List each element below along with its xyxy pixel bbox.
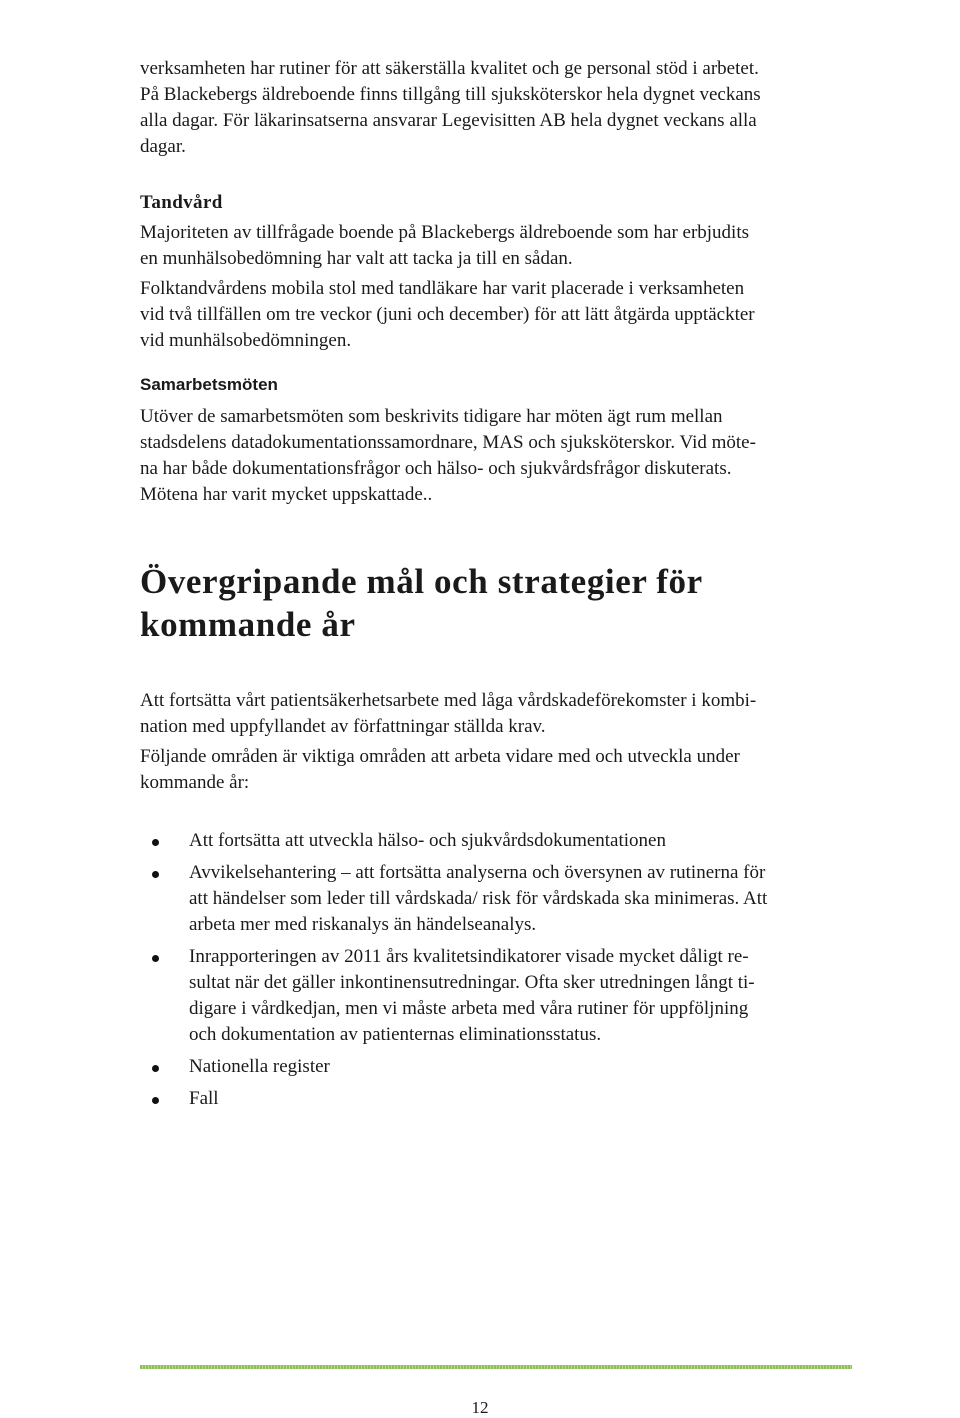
section-line: Följande områden är viktiga områden att arbeta vidare med och utveckla under (140, 746, 740, 767)
list-item-line: Fall (189, 1088, 219, 1109)
tandvard-line: vid munhälsobedömningen. (140, 330, 352, 351)
bullet-list (140, 828, 852, 1112)
list-item-line: arbeta mer med riskanalys än händelseanalys. (189, 914, 537, 935)
list-item-line: Avvikelsehantering – att fortsätta analyserna och översynen av rutinerna för (189, 862, 766, 883)
bullet-icon (152, 871, 159, 878)
section-paragraph-1 (140, 688, 852, 740)
tandvard-paragraph-2 (140, 276, 852, 354)
tandvard-paragraph-1 (140, 220, 852, 272)
list-item (140, 944, 852, 1048)
tandvard-line: Majoriteten av tillfrågade boende på Blackebergs äldreboende som har erbjudits (140, 222, 750, 243)
bullet-icon (152, 839, 159, 846)
list-item-line: Att fortsätta att utveckla hälso- och sjukvårdsdokumentationen (189, 830, 666, 851)
list-item-line: digare i vårdkedjan, men vi måste arbeta med våra rutiner för uppföljning (189, 998, 749, 1019)
list-item (140, 1054, 852, 1080)
section-paragraph-2 (140, 744, 852, 796)
list-item-line: att händelser som leder till vårdskada/ risk för vårdskada ska minimeras. Att (189, 888, 768, 909)
bullet-icon (152, 1065, 159, 1072)
list-item (140, 860, 852, 938)
list-item (140, 828, 852, 854)
tandvard-line: vid två tillfällen om tre veckor (juni och december) för att lätt åtgärda upptäckter (140, 304, 755, 325)
intro-line: På Blackebergs äldreboende finns tillgång till sjuksköterskor hela dygnet veckans (140, 84, 761, 105)
section-line: Att fortsätta vårt patientsäkerhetsarbete med låga vårdskadeförekomster i kombi- (140, 690, 757, 711)
samarbete-line: stadsdelens datadokumentationssamordnare, MAS och sjuksköterskor. Vid möte- (140, 432, 756, 453)
footer-rule (140, 1365, 852, 1369)
tandvard-heading: Tandvård (140, 192, 223, 213)
samarbete-line: Utöver de samarbetsmöten som beskrivits tidigare har möten ägt rum mellan (140, 406, 723, 427)
section-line: kommande år: (140, 772, 250, 793)
section-title (140, 560, 852, 646)
section-line: nation med uppfyllandet av författningar ställda krav. (140, 716, 546, 737)
tandvard-line: Folktandvårdens mobila stol med tandläkare har varit placerade i verksamheten (140, 278, 745, 299)
list-item-line: Inrapporteringen av 2011 års kvalitetsindikatorer visade mycket dåligt re- (189, 946, 749, 967)
intro-line: dagar. (140, 136, 186, 157)
samarbete-paragraph (140, 404, 852, 508)
section-title-line: kommande år (140, 605, 356, 644)
list-item (140, 1086, 852, 1112)
list-item-line: Nationella register (189, 1056, 330, 1077)
bullet-icon (152, 1097, 159, 1104)
list-item-line: och dokumentation av patienternas eliminationsstatus. (189, 1024, 602, 1045)
list-item-line: sultat när det gäller inkontinensutredningar. Ofta sker utredningen långt ti- (189, 972, 755, 993)
intro-line: alla dagar. För läkarinsatserna ansvarar Legevisitten AB hela dygnet veckans alla (140, 110, 757, 131)
intro-paragraph (140, 56, 852, 160)
page-number: 12 (471, 1398, 489, 1417)
document-page (140, 56, 852, 1118)
intro-line: verksamheten har rutiner för att säkerställa kvalitet och ge personal stöd i arbetet. (140, 58, 759, 79)
samarbete-line: Mötena har varit mycket uppskattade.. (140, 484, 433, 505)
samarbete-line: na har både dokumentationsfrågor och hälso- och sjukvårdsfrågor diskuterats. (140, 458, 732, 479)
samarbete-heading: Samarbetsmöten (140, 375, 278, 394)
bullet-icon (152, 955, 159, 962)
section-title-line: Övergripande mål och strategier för (140, 562, 703, 601)
tandvard-line: en munhälsobedömning har valt att tacka ja till en sådan. (140, 248, 573, 269)
